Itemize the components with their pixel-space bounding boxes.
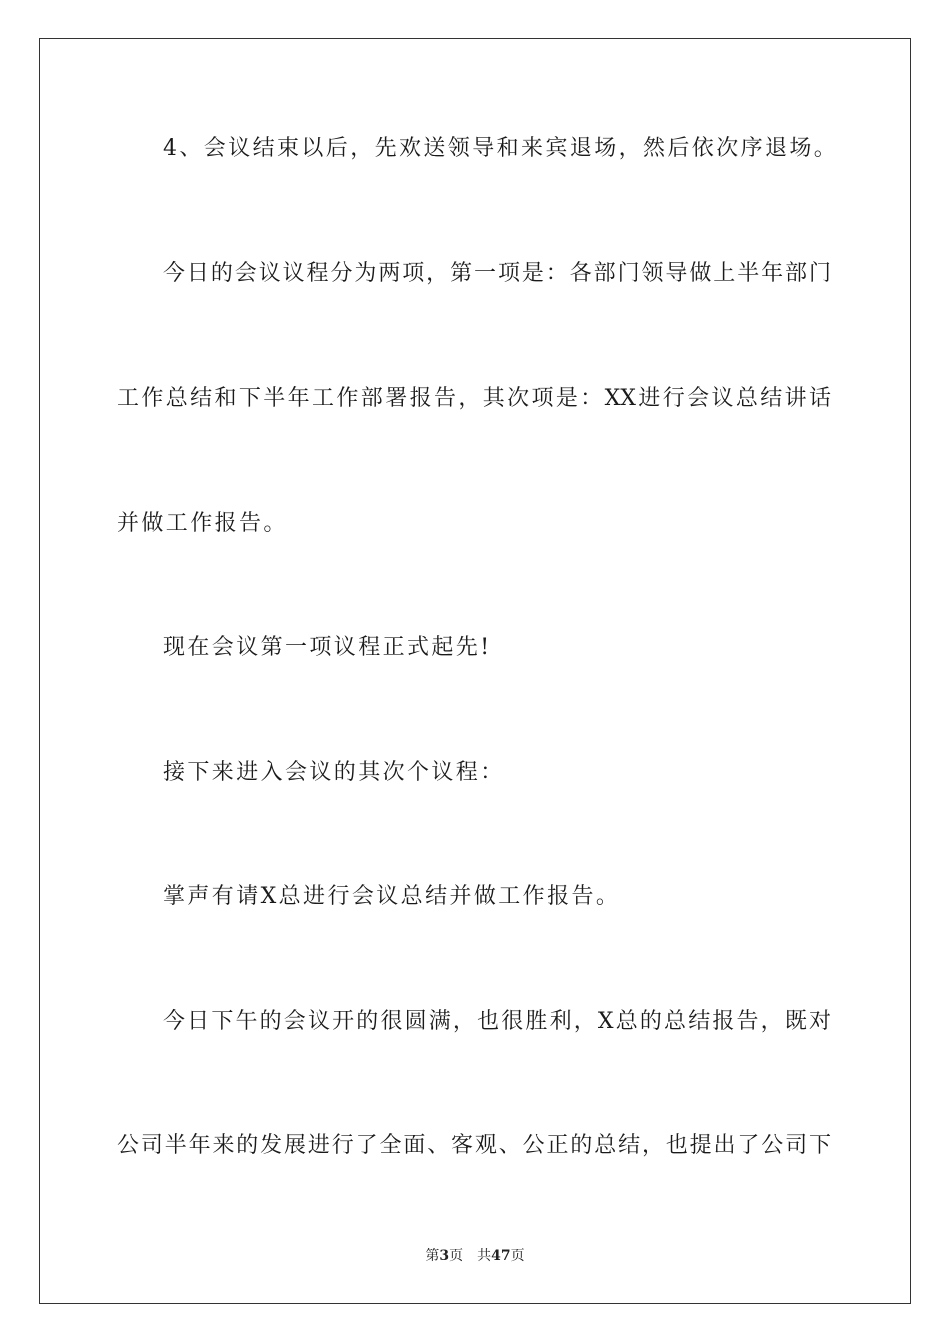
text-line-5: 现在会议第一项议程正式起先! <box>163 635 492 660</box>
total-prefix: 共 <box>477 1248 492 1264</box>
text-line-7: 掌声有请X总进行会议总结并做工作报告。 <box>163 884 621 909</box>
text-line-1: 4、会议结束以后，先欢送领导和来宾退场，然后依次序退场。 <box>163 136 839 161</box>
total-pages: 47 <box>491 1248 511 1264</box>
text-line-2: 今日的会议议程分为两项，第一项是：各部门领导做上半年部门 <box>163 261 831 286</box>
text-line-6: 接下来进入会议的其次个议程： <box>163 760 505 785</box>
total-suffix: 页 <box>510 1248 525 1264</box>
page-suffix: 页 <box>449 1248 464 1264</box>
text-line-8: 今日下午的会议开的很圆满，也很胜利，X总的总结报告，既对 <box>163 1009 831 1034</box>
page-prefix: 第 <box>425 1248 440 1264</box>
page-number: 3 <box>439 1248 450 1264</box>
text-line-4: 并做工作报告。 <box>117 511 288 536</box>
page-border <box>39 38 911 1304</box>
text-line-3: 工作总结和下半年工作部署报告，其次项是：XX进行会议总结讲话 <box>117 386 831 411</box>
page-footer <box>0 1246 950 1266</box>
text-line-9: 公司半年来的发展进行了全面、客观、公正的总结，也提出了公司下 <box>117 1133 831 1158</box>
